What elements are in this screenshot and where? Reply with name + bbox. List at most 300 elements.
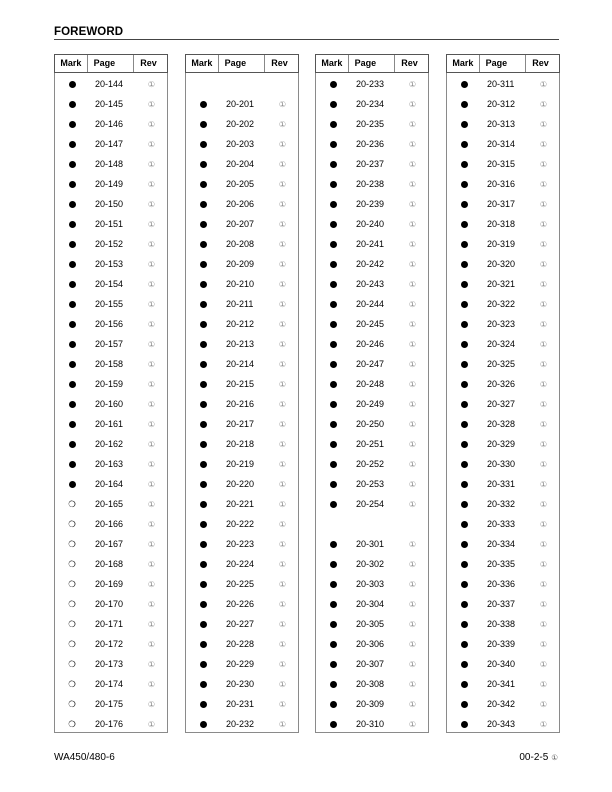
revision-1-icon: ① <box>278 299 287 309</box>
revision-1-icon: ① <box>551 753 558 762</box>
mark-cell <box>55 434 89 454</box>
table-row <box>316 394 428 414</box>
page-cell: 20-218 <box>226 439 255 449</box>
revision-1-icon: ① <box>408 99 417 109</box>
page-cell: 20-341 <box>487 679 516 689</box>
revision-table <box>54 54 168 733</box>
mark-cell <box>186 534 220 554</box>
table-row <box>316 654 428 674</box>
mark-cell <box>316 94 350 114</box>
filled-circle-icon <box>461 721 468 728</box>
filled-circle-icon <box>330 561 337 568</box>
table-row <box>447 434 559 454</box>
filled-circle-icon <box>200 641 207 648</box>
page-cell: 20-212 <box>226 319 255 329</box>
page-cell: 20-303 <box>356 579 385 589</box>
table-row <box>186 594 298 614</box>
mark-cell <box>186 414 220 434</box>
page-cell: 20-150 <box>95 199 124 209</box>
mark-cell <box>186 574 220 594</box>
revision-1-icon: ① <box>147 399 156 409</box>
page-number: 00-2-5 <box>519 752 549 763</box>
filled-circle-icon <box>200 661 207 668</box>
page-cell: 20-233 <box>356 79 385 89</box>
filled-circle-icon <box>200 421 207 428</box>
revision-1-icon: ① <box>278 259 287 269</box>
table-row <box>186 634 298 654</box>
mark-cell <box>447 194 481 214</box>
table-row <box>186 294 298 314</box>
table-row <box>186 614 298 634</box>
revision-1-icon: ① <box>278 179 287 189</box>
table-row <box>55 394 167 414</box>
filled-circle-icon <box>461 401 468 408</box>
table-row <box>316 254 428 274</box>
mark-cell <box>55 534 89 554</box>
revision-1-icon: ① <box>539 339 548 349</box>
page-cell: 20-165 <box>95 499 124 509</box>
page-cell: 20-340 <box>487 659 516 669</box>
mark-cell <box>316 374 350 394</box>
table-row <box>186 234 298 254</box>
page-cell: 20-170 <box>95 599 124 609</box>
revision-1-icon: ① <box>278 139 287 149</box>
filled-circle-icon <box>330 161 337 168</box>
filled-circle-icon <box>69 301 76 308</box>
table-row <box>447 194 559 214</box>
revision-1-icon: ① <box>147 599 156 609</box>
filled-circle-icon <box>461 661 468 668</box>
table-row <box>55 354 167 374</box>
table-row <box>316 534 428 554</box>
revision-1-icon: ① <box>539 559 548 569</box>
table-row <box>447 594 559 614</box>
page-cell: 20-221 <box>226 499 255 509</box>
mark-cell <box>447 314 481 334</box>
mark-cell <box>447 714 481 734</box>
footer-page-number <box>519 752 558 763</box>
mark-cell <box>447 614 481 634</box>
table-row <box>55 294 167 314</box>
table-row <box>447 634 559 654</box>
revision-1-icon: ① <box>539 179 548 189</box>
mark-cell <box>447 554 481 574</box>
table-row <box>447 134 559 154</box>
table-row <box>316 354 428 374</box>
revision-1-icon: ① <box>408 459 417 469</box>
mark-cell <box>447 414 481 434</box>
page-cell: 20-244 <box>356 299 385 309</box>
page-cell: 20-145 <box>95 99 124 109</box>
hollow-circle-icon: ❍ <box>68 659 76 669</box>
table-row <box>55 254 167 274</box>
filled-circle-icon <box>461 441 468 448</box>
revision-1-icon: ① <box>278 379 287 389</box>
revision-1-icon: ① <box>539 679 548 689</box>
filled-circle-icon <box>330 81 337 88</box>
filled-circle-icon <box>69 281 76 288</box>
page-cell: 20-205 <box>226 179 255 189</box>
page-cell: 20-335 <box>487 559 516 569</box>
revision-1-icon: ① <box>278 719 287 729</box>
revision-1-icon: ① <box>539 639 548 649</box>
filled-circle-icon <box>461 301 468 308</box>
mark-cell <box>447 154 481 174</box>
mark-cell <box>55 134 89 154</box>
filled-circle-icon <box>200 721 207 728</box>
table-row <box>316 174 428 194</box>
revision-1-icon: ① <box>408 299 417 309</box>
table-row <box>186 474 298 494</box>
filled-circle-icon <box>69 261 76 268</box>
filled-circle-icon <box>330 481 337 488</box>
filled-circle-icon <box>200 521 207 528</box>
table-row <box>186 174 298 194</box>
mark-cell <box>55 294 89 314</box>
table-row <box>316 214 428 234</box>
mark-cell <box>316 174 350 194</box>
revision-1-icon: ① <box>539 359 548 369</box>
filled-circle-icon <box>461 361 468 368</box>
mark-cell <box>55 194 89 214</box>
revision-1-icon: ① <box>147 319 156 329</box>
revision-1-icon: ① <box>539 399 548 409</box>
table-row <box>447 74 559 94</box>
page-cell: 20-332 <box>487 499 516 509</box>
page-cell: 20-310 <box>356 719 385 729</box>
filled-circle-icon <box>200 681 207 688</box>
page-cell: 20-309 <box>356 699 385 709</box>
table-row <box>447 174 559 194</box>
table-row <box>316 674 428 694</box>
page-cell: 20-155 <box>95 299 124 309</box>
page-cell: 20-328 <box>487 419 516 429</box>
filled-circle-icon <box>200 241 207 248</box>
revision-1-icon: ① <box>408 179 417 189</box>
table-row <box>316 474 428 494</box>
page-cell: 20-322 <box>487 299 516 309</box>
mark-cell <box>55 234 89 254</box>
table-row <box>55 374 167 394</box>
table-row <box>55 574 167 594</box>
table-row <box>186 254 298 274</box>
page-cell: 20-329 <box>487 439 516 449</box>
hollow-circle-icon: ❍ <box>68 579 76 589</box>
mark-cell <box>316 274 350 294</box>
page-cell: 20-320 <box>487 259 516 269</box>
mark-cell <box>447 174 481 194</box>
revision-1-icon: ① <box>278 599 287 609</box>
table-row <box>447 654 559 674</box>
mark-cell <box>447 374 481 394</box>
table-row <box>447 374 559 394</box>
filled-circle-icon <box>200 121 207 128</box>
mark-cell <box>186 434 220 454</box>
table-row <box>316 334 428 354</box>
mark-cell <box>186 394 220 414</box>
table-row <box>186 214 298 234</box>
page-cell: 20-247 <box>356 359 385 369</box>
filled-circle-icon <box>461 641 468 648</box>
filled-circle-icon <box>461 541 468 548</box>
revision-1-icon: ① <box>539 459 548 469</box>
page-cell: 20-202 <box>226 119 255 129</box>
column-header-rev: Rev <box>140 58 157 68</box>
filled-circle-icon <box>330 621 337 628</box>
page-cell: 20-305 <box>356 619 385 629</box>
filled-circle-icon <box>461 281 468 288</box>
page-cell: 20-248 <box>356 379 385 389</box>
page-cell: 20-301 <box>356 539 385 549</box>
revision-1-icon: ① <box>539 219 548 229</box>
mark-cell <box>447 634 481 654</box>
filled-circle-icon <box>461 221 468 228</box>
hollow-circle-icon: ❍ <box>68 539 76 549</box>
mark-cell <box>316 334 350 354</box>
filled-circle-icon <box>330 221 337 228</box>
mark-cell <box>316 534 350 554</box>
mark-cell <box>447 494 481 514</box>
table-row <box>186 154 298 174</box>
table-row <box>316 714 428 734</box>
table-row <box>55 494 167 514</box>
table-row <box>316 234 428 254</box>
revision-1-icon: ① <box>147 519 156 529</box>
table-row <box>55 434 167 454</box>
page-cell: 20-201 <box>226 99 255 109</box>
table-row <box>316 374 428 394</box>
table-row <box>447 674 559 694</box>
mark-cell <box>55 634 89 654</box>
revision-1-icon: ① <box>147 479 156 489</box>
revision-1-icon: ① <box>147 259 156 269</box>
mark-cell <box>316 594 350 614</box>
revision-1-icon: ① <box>408 699 417 709</box>
mark-cell <box>55 274 89 294</box>
table-row <box>316 154 428 174</box>
table-row <box>316 434 428 454</box>
page-cell: 20-225 <box>226 579 255 589</box>
filled-circle-icon <box>330 661 337 668</box>
mark-cell <box>186 134 220 154</box>
mark-cell <box>186 354 220 374</box>
mark-cell <box>316 694 350 714</box>
table-row <box>186 454 298 474</box>
page-cell: 20-240 <box>356 219 385 229</box>
page-cell: 20-313 <box>487 119 516 129</box>
table-row <box>186 534 298 554</box>
table-header <box>54 54 168 73</box>
revision-1-icon: ① <box>539 579 548 589</box>
page-cell: 20-331 <box>487 479 516 489</box>
table-row <box>55 714 167 734</box>
mark-cell <box>55 374 89 394</box>
filled-circle-icon <box>461 341 468 348</box>
filled-circle-icon <box>461 321 468 328</box>
table-row <box>55 114 167 134</box>
revision-1-icon: ① <box>539 519 548 529</box>
page-cell: 20-254 <box>356 499 385 509</box>
revision-1-icon: ① <box>408 119 417 129</box>
page-cell: 20-232 <box>226 719 255 729</box>
filled-circle-icon <box>330 181 337 188</box>
table-row <box>447 354 559 374</box>
mark-cell <box>316 74 350 94</box>
page-cell: 20-222 <box>226 519 255 529</box>
revision-1-icon: ① <box>278 399 287 409</box>
filled-circle-icon <box>461 141 468 148</box>
revision-1-icon: ① <box>147 639 156 649</box>
table-row <box>316 634 428 654</box>
mark-cell <box>316 114 350 134</box>
page-cell: 20-151 <box>95 219 124 229</box>
table-row <box>186 514 298 534</box>
filled-circle-icon <box>200 701 207 708</box>
mark-cell <box>316 494 350 514</box>
column-header-mark: Mark <box>185 55 219 72</box>
page-cell: 20-223 <box>226 539 255 549</box>
mark-cell <box>55 314 89 334</box>
mark-cell <box>447 454 481 474</box>
table-row <box>316 494 428 514</box>
filled-circle-icon <box>200 141 207 148</box>
table-row <box>186 334 298 354</box>
mark-cell <box>55 94 89 114</box>
page-cell: 20-304 <box>356 599 385 609</box>
table-row <box>55 534 167 554</box>
table-row <box>55 194 167 214</box>
filled-circle-icon <box>200 541 207 548</box>
mark-cell <box>316 394 350 414</box>
revision-1-icon: ① <box>147 579 156 589</box>
page-cell: 20-242 <box>356 259 385 269</box>
mark-cell <box>316 414 350 434</box>
filled-circle-icon <box>330 721 337 728</box>
mark-cell <box>186 674 220 694</box>
table-row <box>316 134 428 154</box>
page-cell: 20-219 <box>226 459 255 469</box>
revision-1-icon: ① <box>278 659 287 669</box>
mark-cell <box>186 474 220 494</box>
mark-cell <box>186 694 220 714</box>
column-header-rev: Rev <box>401 58 418 68</box>
revision-1-icon: ① <box>147 219 156 229</box>
hollow-circle-icon: ❍ <box>68 639 76 649</box>
mark-cell <box>447 574 481 594</box>
page-cell: 20-163 <box>95 459 124 469</box>
page-cell: 20-159 <box>95 379 124 389</box>
table-row <box>447 534 559 554</box>
table-row <box>447 274 559 294</box>
mark-cell <box>55 554 89 574</box>
table-row <box>186 554 298 574</box>
revision-1-icon: ① <box>147 439 156 449</box>
mark-cell <box>447 654 481 674</box>
table-row <box>316 194 428 214</box>
page-cell: 20-239 <box>356 199 385 209</box>
revision-1-icon: ① <box>147 339 156 349</box>
table-row <box>316 74 428 94</box>
filled-circle-icon <box>69 461 76 468</box>
table-row <box>447 494 559 514</box>
page-cell: 20-158 <box>95 359 124 369</box>
table-row <box>316 274 428 294</box>
page-cell: 20-246 <box>356 339 385 349</box>
table-row <box>186 714 298 734</box>
hollow-circle-icon: ❍ <box>68 559 76 569</box>
mark-cell <box>447 94 481 114</box>
page-cell: 20-213 <box>226 339 255 349</box>
mark-cell <box>55 614 89 634</box>
mark-cell <box>186 274 220 294</box>
page-cell: 20-333 <box>487 519 516 529</box>
filled-circle-icon <box>461 421 468 428</box>
revision-1-icon: ① <box>539 439 548 449</box>
page-cell: 20-147 <box>95 139 124 149</box>
mark-cell <box>186 654 220 674</box>
revision-1-icon: ① <box>408 399 417 409</box>
filled-circle-icon <box>69 201 76 208</box>
filled-circle-icon <box>330 241 337 248</box>
filled-circle-icon <box>200 601 207 608</box>
table-row <box>186 354 298 374</box>
filled-circle-icon <box>330 201 337 208</box>
table-row <box>186 94 298 114</box>
mark-cell <box>55 494 89 514</box>
page-cell: 20-228 <box>226 639 255 649</box>
page-cell: 20-144 <box>95 79 124 89</box>
table-header <box>446 54 560 73</box>
revision-1-icon: ① <box>539 299 548 309</box>
revision-1-icon: ① <box>408 579 417 589</box>
mark-cell <box>316 654 350 674</box>
revision-1-icon: ① <box>539 79 548 89</box>
mark-cell <box>447 294 481 314</box>
table-row <box>55 674 167 694</box>
mark-cell <box>55 394 89 414</box>
mark-cell <box>447 474 481 494</box>
filled-circle-icon <box>69 141 76 148</box>
table-row <box>55 554 167 574</box>
revision-1-icon: ① <box>539 119 548 129</box>
mark-cell <box>186 714 220 734</box>
revision-1-icon: ① <box>147 619 156 629</box>
page-cell: 20-172 <box>95 639 124 649</box>
revision-1-icon: ① <box>147 179 156 189</box>
revision-1-icon: ① <box>539 719 548 729</box>
table-row <box>55 234 167 254</box>
filled-circle-icon <box>200 341 207 348</box>
table-row <box>447 294 559 314</box>
filled-circle-icon <box>330 541 337 548</box>
revision-1-icon: ① <box>539 379 548 389</box>
revision-1-icon: ① <box>408 499 417 509</box>
mark-cell <box>186 194 220 214</box>
mark-cell <box>55 694 89 714</box>
mark-cell <box>316 294 350 314</box>
revision-1-icon: ① <box>278 479 287 489</box>
revision-1-icon: ① <box>278 619 287 629</box>
table-row <box>186 494 298 514</box>
filled-circle-icon <box>461 381 468 388</box>
mark-cell <box>316 714 350 734</box>
page-cell: 20-315 <box>487 159 516 169</box>
table-row <box>55 154 167 174</box>
page-cell: 20-326 <box>487 379 516 389</box>
revision-1-icon: ① <box>408 79 417 89</box>
page-cell: 20-173 <box>95 659 124 669</box>
page-cell: 20-215 <box>226 379 255 389</box>
